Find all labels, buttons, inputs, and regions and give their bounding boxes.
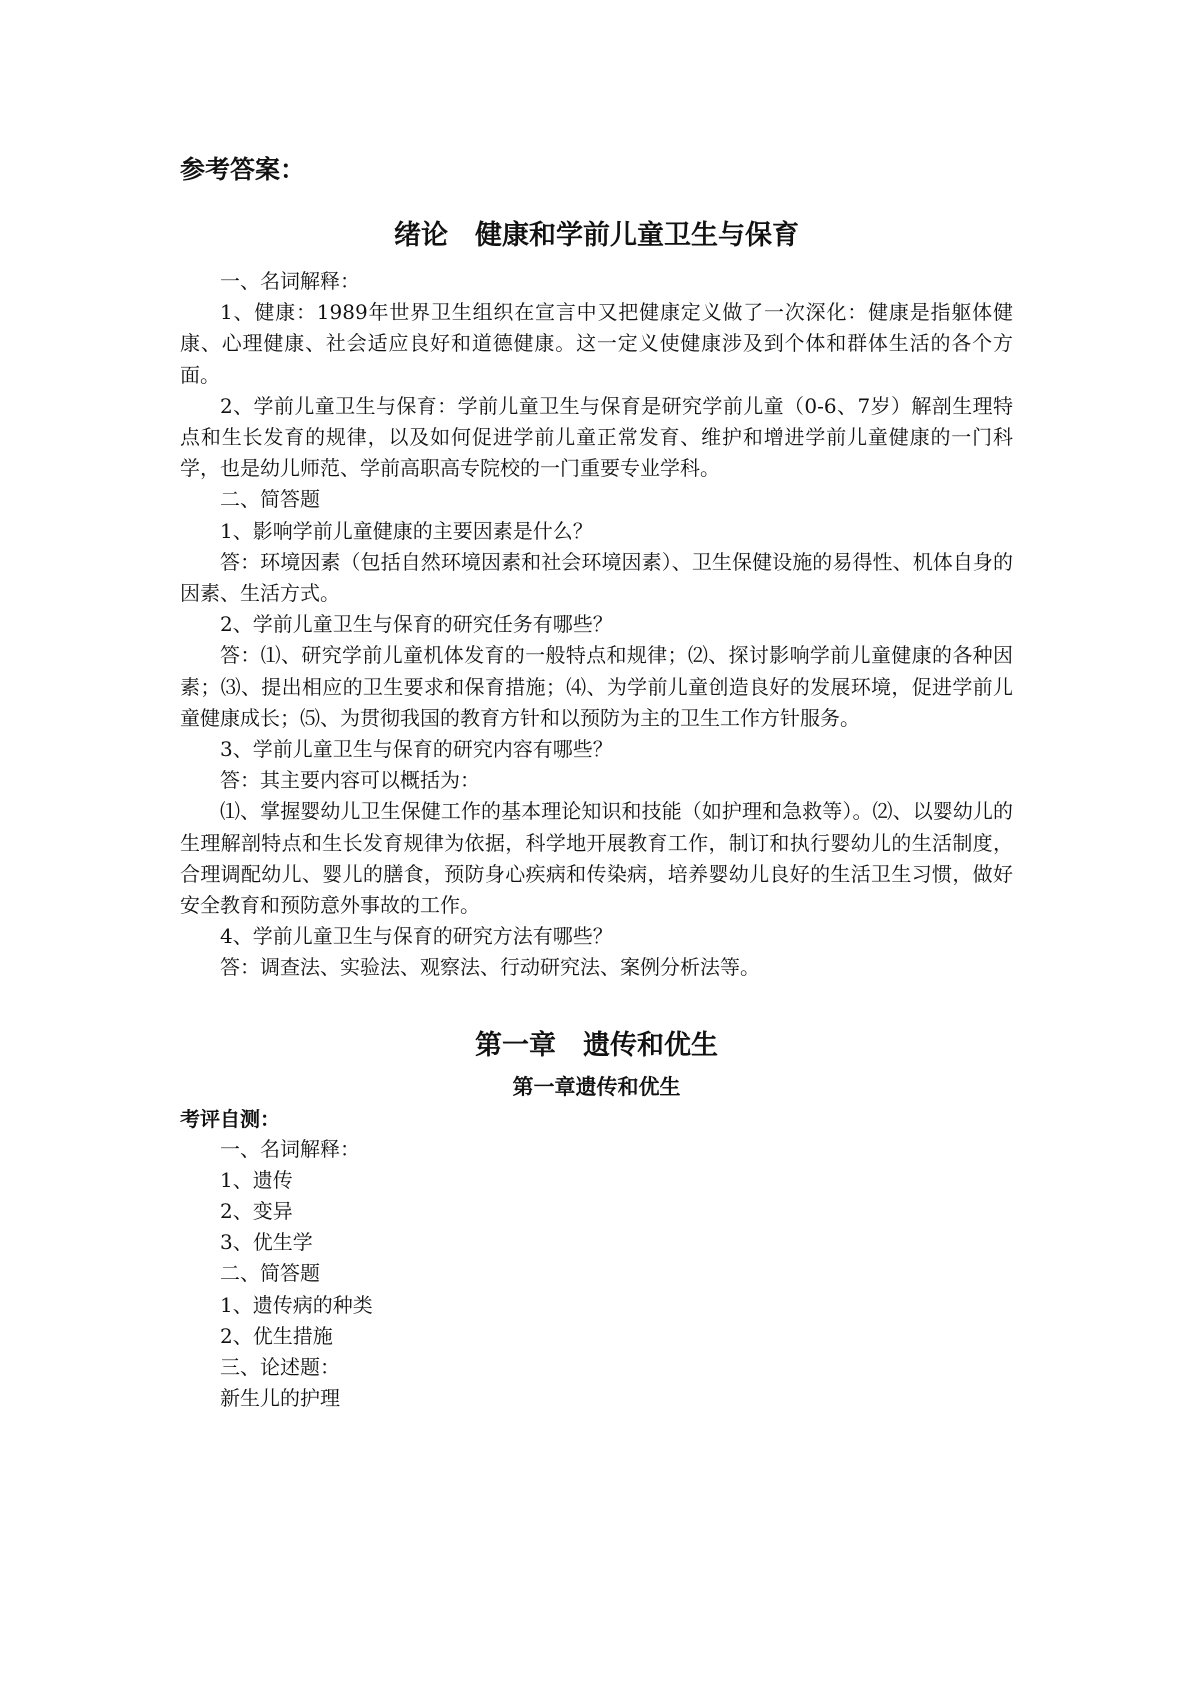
answer-heading: 参考答案： <box>180 155 306 184</box>
intro-paragraph: 1、影响学前儿童健康的主要因素是什么？ <box>220 518 593 543</box>
intro-paragraph: 答：⑴、研究学前儿童机体发育的一般特点和规律；⑵、探讨影响学前儿童健康的各种因素；⑶、提出相应的卫生要求和保育措施；⑷、为学前儿童创造良好的发展环境，促进学前儿童健康成长；⑸、为贯彻我国的教育方针和以预防为主的卫生工作方针服务。 <box>180 643 1013 730</box>
chapter1-item: 3、优生学 <box>220 1230 313 1255</box>
chapter1-subtitle: 第一章遗传和优生 <box>512 1074 681 1099</box>
chapter1-item: 三、论述题： <box>220 1355 340 1380</box>
chapter1-item: 二、简答题 <box>220 1261 320 1286</box>
intro-paragraph: ⑴、掌握婴幼儿卫生保健工作的基本理论知识和技能（如护理和急救等）。⑵、以婴幼儿的生理解剖特点和生长发育规律为依据，科学地开展教育工作，制订和执行婴幼儿的生活制度，合理调配幼儿、婴儿的膳食，预防身心疾病和传染病，培养婴幼儿良好的生活卫生习惯，做好安全教育和预防意外事故的工作。 <box>180 799 1013 918</box>
intro-paragraph: 1、健康：1989年世界卫生组织在宣言中又把健康定义做了一次深化：健康是指躯体健康、心理健康、社会适应良好和道德健康。这一定义使健康涉及到个体和群体生活的各个方面。 <box>180 300 1013 387</box>
intro-paragraph: 二、简答题 <box>220 487 320 512</box>
intro-paragraph: 一、名词解释： <box>220 269 360 293</box>
intro-paragraph: 2、学前儿童卫生与保育的研究任务有哪些？ <box>220 612 613 637</box>
chapter1-title: 第一章 遗传和优生 <box>475 1029 718 1061</box>
intro-paragraph: 4、学前儿童卫生与保育的研究方法有哪些？ <box>220 924 613 949</box>
intro-section-title: 绪论 健康和学前儿童卫生与保育 <box>394 220 799 251</box>
chapter1-item: 2、优生措施 <box>220 1323 333 1348</box>
intro-paragraph: 答：调查法、实验法、观察法、行动研究法、案例分析法等。 <box>220 955 760 980</box>
selftest-label: 考评自测： <box>180 1106 280 1131</box>
intro-paragraph: 答：环境因素（包括自然环境因素和社会环境因素）、卫生保健设施的易得性、机体自身的因素、生活方式。 <box>180 549 1013 606</box>
intro-paragraph: 2、学前儿童卫生与保育：学前儿童卫生与保育是研究学前儿童（0-6、7岁）解剖生理特点和生长发育的规律，以及如何促进学前儿童正常发育、维护和增进学前儿童健康的一门科学，也是幼儿师范、学前高职高专院校的一门重要专业学科。 <box>180 393 1013 481</box>
chapter1-item: 一、名词解释： <box>220 1136 360 1161</box>
chapter1-item: 2、变异 <box>220 1199 293 1224</box>
section-gap <box>180 984 1013 1024</box>
intro-paragraph: 3、学前儿童卫生与保育的研究内容有哪些？ <box>220 737 613 762</box>
intro-paragraph: 答：其主要内容可以概括为： <box>220 768 480 793</box>
chapter1-item: 新生儿的护理 <box>220 1386 340 1411</box>
chapter1-item: 1、遗传病的种类 <box>220 1292 373 1317</box>
chapter1-item: 1、遗传 <box>220 1167 293 1192</box>
document-page <box>180 150 1013 1415</box>
